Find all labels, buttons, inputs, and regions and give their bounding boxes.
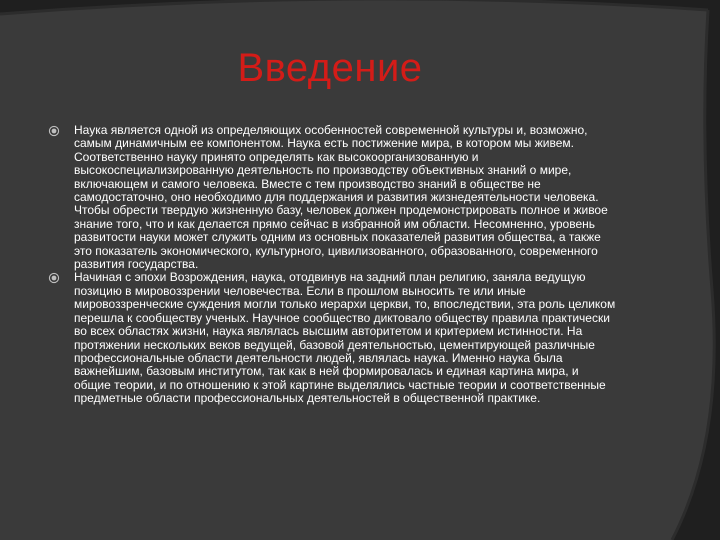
bullet-text: Наука является одной из определяющих особенностей современной культуры и, возможно, самым динамичным ее компонентом. Наука есть постижение мира, в котором мы живем. Соответственно науку принято определять как высокоорганизованную и высокоспециализированную деятельность по производству объективных знаний о мире, включающем и самого человека. Вместе с тем производство знаний в обществе не самодостаточно, оно необходимо для поддержания и развития жизнедеятельности человека. Чтобы обрести твердую жизненную базу, человек должен продемонстрировать полное и живое знание того, что и как делается прямо сейчас в избранной им области. Несомненно, уровень развитости науки может служить одним из основных показателей развития общества, а также это показатель экономического, культурного, цивилизованного, образованного, современного развития государства. [74,123,608,272]
slide-title: Введение [237,46,423,90]
bullet-item [46,124,616,271]
bullet-text: Начиная с эпохи Возрождения, наука, отодвинув на задний план религию, заняла ведущую позицию в мировоззрении человечества. Если в прошлом выносить те или иные мировоззренческие суждения могли только иерархи церкви, то, впоследствии, эта роль целиком перешла к сообществу ученых. Научное сообщество диктовало обществу правила практически во всех областях жизни, наука являлась высшим авторитетом и критерием истинности. На протяжении нескольких веков ведущей, базовой деятельностью, цементирующей различные профессиональные области деятельности людей, являлась наука. Именно наука была важнейшим, базовым институтом, так как в ней формировалась и единая картина мира, и общие теории, и по отношению к этой картине выделялись частные теории и соответственные предметные области профессиональных деятельностей в общественной практике. [74,270,616,406]
bullet-item [46,271,616,405]
circle-bullet-icon [48,125,60,137]
bullet-list [46,124,616,406]
circle-bullet-icon [48,272,60,284]
